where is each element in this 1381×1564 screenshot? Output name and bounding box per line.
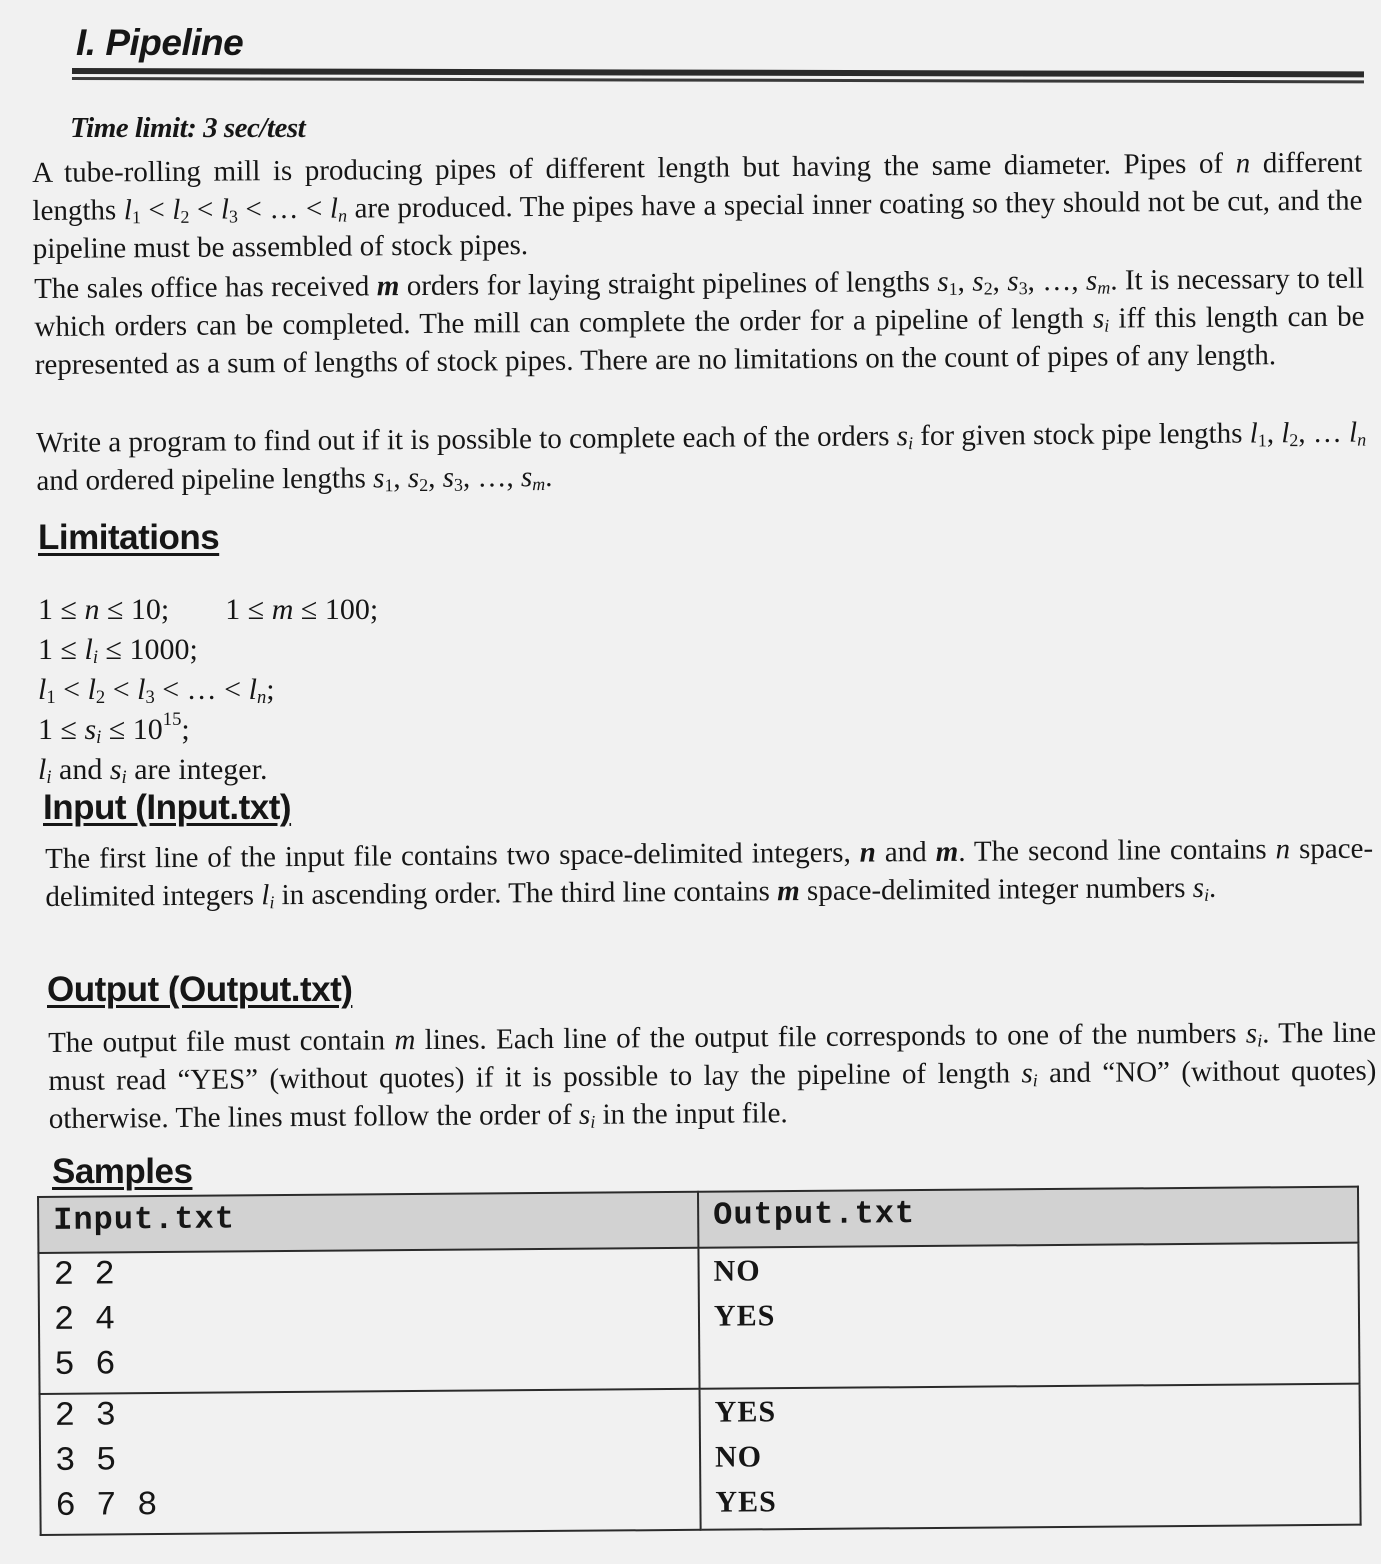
description-paragraph-1: A tube-rolling mill is producing pipes of different length but having the same diameter. Pipes of n different lengths $l_1 < l_2 < l_3$ < … < $l_n$ are produced. The pipes have a special inner coating so they should not be cut, and the pipeline must be assembled of stock pipes. [32,146,1363,265]
sample-line: 2 4 [53,1301,116,1340]
sample-2-output [700,1384,1361,1530]
input-description: The first line of the input file contains two space-delimited integers, n and m. The second line contains n space-delimited integers $l_i$ in ascending order. The third line contains m space-delimited integer numbers $s_i$. [45,832,1374,913]
sample-line: 5 6 [54,1346,116,1385]
sample-1-output [698,1243,1359,1389]
output-heading: Output (Output.txt) [47,970,353,1009]
output-description: The output file must contain m lines. Each line of the output file corresponds to one of the numbers $s_i$. The line must read “YES” (without quotes) if it is possible to lay the pipeline of length $s_i$ and “NO” (without quotes) otherwise. The lines must follow the order of $s_i$ in the input file. [48,1016,1377,1135]
limit-integers: $l_i$ and $s_i$ are integer. [38,753,268,788]
limit-l-order: $l_1 < l_2 < l_3$ < … < $l_n$; [38,673,275,708]
samples-header-input: Input.txt [38,1192,698,1253]
sample-2-input [40,1389,701,1535]
samples-heading: Samples [52,1152,193,1191]
description-paragraph-2: The sales office has received m orders for laying straight pipelines of lengths $s_1$, $s_2$, $s_3$, …, $s_m$. It is necessary to tell which orders can be completed. The mill can complete the order for a pipeline of length $s_i$ iff this length can be represented as a sum of lengths of stock pipes. There are no limitations on the count of pipes of any length. [34,262,1365,381]
sample-line: 3 5 [54,1442,117,1481]
limit-m: 1 ≤ m ≤ 100; [225,593,379,626]
sample-1-input [38,1248,699,1394]
limit-n: 1 ≤ n ≤ 10; [38,593,170,626]
sample-line: 6 7 8 [55,1487,158,1526]
problem-title: I. Pipeline [76,22,244,63]
time-limit: Time limit: 3 sec/test [70,112,306,144]
sample-line: NO [714,1440,763,1474]
sample-line: NO [713,1254,761,1288]
title-divider [72,68,1364,83]
limit-l: $1 \le l_i \le 1000$; [38,633,198,668]
sample-line: YES [713,1299,776,1333]
sample-line: 2 3 [54,1397,117,1436]
limit-s: $1 \le s_i \le 10^{15}$; [38,709,190,748]
samples-table [37,1186,1362,1536]
sample-line: 2 2 [53,1256,115,1295]
limitations-list [38,590,378,790]
description-paragraph-3: Write a program to find out if it is possible to complete each of the orders $s_i$ for given stock pipe lengths $l_1$, $l_2$, … $l_n$ and ordered pipeline lengths $s_1$, $s_2$, $s_3$, …, $s_m$. [36,416,1367,497]
limitations-heading: Limitations [38,518,220,557]
sample-line: YES [715,1485,777,1519]
sample-row-1 [38,1243,1359,1394]
input-heading: Input (Input.txt) [43,788,292,827]
limit-n-m [38,590,378,630]
samples-header-output: Output.txt [698,1187,1358,1248]
sample-row-2 [40,1384,1361,1535]
sample-line: YES [714,1395,777,1429]
